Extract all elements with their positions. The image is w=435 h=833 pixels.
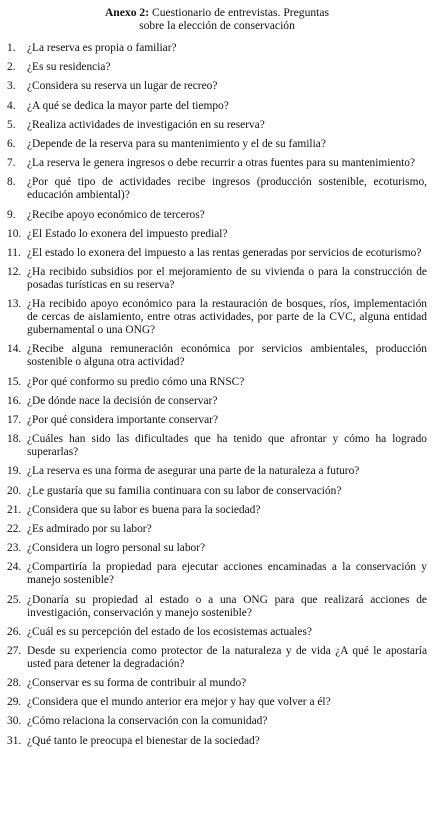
question-item [7, 100, 427, 113]
question-text: ¿Cómo relaciona la conservación con la comunidad? [27, 715, 268, 728]
question-text: ¿Por qué considera importante conservar? [27, 414, 219, 426]
question-text: ¿De dónde nace la decisión de conservar? [27, 394, 218, 407]
question-item [7, 209, 427, 222]
question-number: 23. [7, 542, 22, 555]
question-number: 30. [7, 715, 22, 728]
question-text: ¿El estado lo exonera del impuesto a las rentas generadas por servicios de ecoturismo? [27, 246, 422, 259]
question-item [7, 485, 427, 498]
question-item [7, 157, 427, 170]
question-number: 24. [7, 561, 22, 574]
question-number: 10. [7, 227, 22, 240]
question-number: 18. [7, 433, 22, 446]
question-number: 11. [7, 246, 21, 259]
question-number: 2. [7, 61, 16, 74]
question-number: 25. [7, 593, 22, 606]
question-text: ¿Recibe alguna remuneración económica por servicios ambientales, producción sostenible o alguna otra actividad? [27, 343, 427, 369]
question-text: ¿El Estado lo exonera del impuesto predial? [27, 227, 228, 240]
question-text: ¿Considera que su labor es buena para la sociedad? [27, 503, 261, 516]
question-item [7, 645, 427, 671]
question-number: 7. [7, 157, 16, 170]
question-text: ¿Por qué tipo de actividades recibe ingresos (producción sostenible, ecoturismo, educación ambiental)? [27, 176, 427, 202]
question-item [7, 395, 427, 408]
question-number: 26. [7, 625, 22, 638]
question-text: ¿Depende de la reserva para su mantenimiento y el de su familia? [27, 137, 326, 150]
question-number: 29. [7, 696, 22, 709]
question-text: ¿Por qué conformo su predio cómo una RNSC? [27, 375, 245, 388]
question-text: ¿La reserva es propia o familiar? [27, 42, 177, 54]
question-item [7, 414, 427, 427]
question-number: 22. [7, 522, 22, 535]
question-item [7, 228, 427, 241]
question-text: ¿A qué se dedica la mayor parte del tiempo? [27, 99, 229, 112]
question-item [7, 266, 427, 292]
question-number: 9. [7, 208, 16, 221]
question-text: ¿Cuál es su percepción del estado de los ecosistemas actuales? [27, 625, 312, 638]
question-text: ¿Es su residencia? [27, 61, 111, 74]
question-text: ¿La reserva es una forma de asegurar una parte de la naturaleza a futuro? [27, 465, 360, 478]
question-text: ¿La reserva le genera ingresos o debe recurrir a otras fuentes para su mantenimiento? [27, 157, 416, 170]
question-list [7, 42, 427, 748]
question-number: 4. [7, 99, 16, 112]
question-text: ¿Conservar es su forma de contribuir al mundo? [27, 677, 247, 690]
question-item [7, 138, 427, 151]
question-number: 15. [7, 375, 22, 388]
question-text: ¿Compartiría la propiedad para ejecutar acciones encaminadas a la conservación y manejo sostenible? [27, 561, 427, 587]
question-item [7, 119, 427, 132]
question-number: 17. [7, 414, 22, 426]
question-number: 13. [7, 298, 22, 311]
question-item [7, 247, 427, 260]
question-text: ¿Ha recibido subsidios por el mejoramiento de su vivienda o para la construcción de posadas turísticas en su reserva? [27, 266, 427, 292]
question-number: 28. [7, 677, 22, 690]
question-number: 31. [7, 734, 22, 747]
question-number: 14. [7, 343, 22, 356]
question-text: ¿Considera su reserva un lugar de recreo? [27, 80, 218, 93]
question-item [7, 696, 427, 709]
question-item [7, 176, 427, 202]
question-number: 1. [7, 42, 16, 54]
question-item [7, 343, 427, 369]
question-item [7, 715, 427, 728]
annex-label: Anexo 2: [104, 6, 150, 19]
question-text: ¿Realiza actividades de investigación en su reserva? [27, 118, 265, 131]
question-number: 8. [7, 176, 16, 189]
question-item [7, 42, 427, 55]
page-title [7, 6, 427, 32]
question-text: ¿Le gustaría que su familia continuara con su labor de conservación? [27, 484, 342, 497]
question-number: 21. [7, 503, 22, 516]
question-number: 6. [7, 137, 16, 150]
question-text: ¿Cuáles han sido las dificultades que ha tenido que afrontar y cómo ha logrado superarlas? [27, 433, 427, 459]
question-number: 20. [7, 484, 22, 497]
question-item [7, 504, 427, 517]
question-item [7, 80, 427, 93]
question-text: ¿Ha recibido apoyo económico para la restauración de bosques, ríos, implementación de cercas de aislamiento, entre otras actividades, por parte de la CVC, alguna entidad gubernamental o una ONG? [27, 298, 427, 337]
question-number: 19. [7, 465, 22, 478]
question-number: 5. [7, 118, 16, 131]
question-item [7, 626, 427, 639]
question-text: ¿Recibe apoyo económico de terceros? [27, 208, 205, 221]
question-item [7, 465, 427, 478]
question-text: Desde su experiencia como protector de la naturaleza y de vida ¿A qué le apostaría usted para detener la degradación? [27, 644, 427, 670]
title-line-1 [7, 6, 427, 19]
question-item [7, 298, 427, 337]
question-item [7, 523, 427, 536]
question-number: 12. [7, 266, 22, 279]
question-item [7, 735, 427, 748]
question-item [7, 677, 427, 690]
title-text: Cuestionario de entrevistas. Preguntas [149, 6, 330, 19]
question-item [7, 433, 427, 459]
question-text: ¿Considera un logro personal su labor? [27, 542, 206, 555]
question-number: 27. [7, 644, 22, 657]
question-item [7, 594, 427, 620]
question-number: 16. [7, 394, 22, 407]
question-text: ¿Qué tanto le preocupa el bienestar de la sociedad? [27, 734, 260, 747]
question-item [7, 561, 427, 587]
question-item [7, 61, 427, 74]
question-number: 3. [7, 80, 16, 93]
question-text: ¿Donaría su propiedad al estado o a una ONG para que realizará acciones de investigación, conservación y manejo sostenible? [27, 593, 427, 619]
question-text: ¿Es admirado por su labor? [27, 522, 152, 535]
title-line-2: sobre la elección de conservación [139, 19, 295, 32]
question-text: ¿Considera que el mundo anterior era mejor y hay que volver a él? [27, 696, 331, 709]
question-item [7, 376, 427, 389]
question-item [7, 542, 427, 555]
